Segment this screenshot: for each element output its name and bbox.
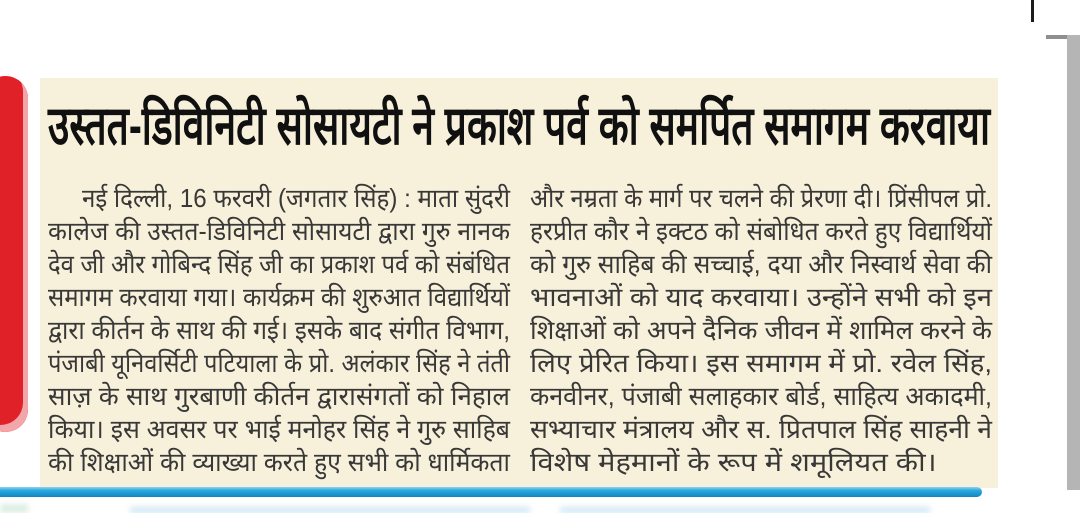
- article-headline-text: उस्तत-डिविनिटी सोसायटी ने प्रकाश पर्व को समर्पित समागम करवाया: [48, 96, 991, 156]
- article-line: कालेज की उस्तत-डिविनिटी सोसायटी द्वारा गुरु नानक: [48, 216, 511, 246]
- article-line: किया। इस अवसर पर भाई मनोहर सिंह ने गुरु साहिब: [48, 414, 511, 444]
- article-line: लिए प्रेरित किया। इस समागम में प्रो. रवेल सिंह,: [530, 348, 993, 378]
- blurred-next-row-preview: [130, 507, 530, 513]
- article-line: भावनाओं को याद करवाया। उन्होंने सभी को इन: [530, 282, 992, 312]
- scrollbar-thumb[interactable]: [1067, 35, 1080, 490]
- article-line: नई दिल्ली, 16 फरवरी (जगतार सिंह) : माता सुंदरी: [82, 183, 511, 213]
- article-line: को गुरु साहिब की सच्चाई, दया और निस्वार्थ सेवा की: [530, 249, 993, 279]
- article-headline: [48, 88, 990, 164]
- article-line: सभ्याचार मंत्रालय और स. प्रितपाल सिंह साहनी ने: [530, 414, 992, 444]
- red-margin-ribbon: [0, 76, 28, 432]
- article-line: की शिक्षाओं की व्याख्या करते हुए सभी को धार्मिकता: [48, 447, 510, 477]
- article-line: विशेष मेहमानों के रूप में शमूलियत की।: [530, 447, 937, 477]
- crop-mark-vertical: [1031, 0, 1034, 22]
- blurred-next-row-preview: [560, 507, 930, 513]
- article-line: और नम्रता के मार्ग पर चलने की प्रेरणा दी। प्रिंसीपल प्रो.: [530, 183, 992, 213]
- article-line: हरप्रीत कौर ने इक्टठ को संबोधित करते हुए विद्यार्थियों: [530, 216, 993, 246]
- article-column-right: [530, 182, 992, 479]
- article-line: कनवीनर, पंजाबी सलाहकार बोर्ड, साहित्य अकादमी,: [530, 381, 993, 411]
- bottom-blue-rule: [0, 487, 982, 497]
- article-line: समागम करवाया गया। कार्यक्रम की शुरुआत विद्यार्थियों: [48, 282, 510, 312]
- article-line: पंजाबी यूनिवर्सिटी पटियाला के प्रो. अलंकार सिंह ने तंती: [48, 348, 511, 378]
- article-line: देव जी और गोबिन्द सिंह जी का प्रकाश पर्व को संबंधित: [48, 249, 510, 279]
- article-column-left: [48, 182, 510, 479]
- article-line: साज़ के साथ गुरबाणी कीर्तन द्वारासंगतों को निहाल: [48, 381, 511, 411]
- blurred-next-row-preview: [0, 504, 28, 513]
- article-body: [48, 182, 992, 479]
- article-line: शिक्षाओं को अपने दैनिक जीवन में शामिल करने के: [530, 315, 992, 345]
- article-line: द्वारा कीर्तन के साथ की गई। इसके बाद संगीत विभाग,: [48, 315, 510, 345]
- newspaper-clipping: [40, 78, 998, 488]
